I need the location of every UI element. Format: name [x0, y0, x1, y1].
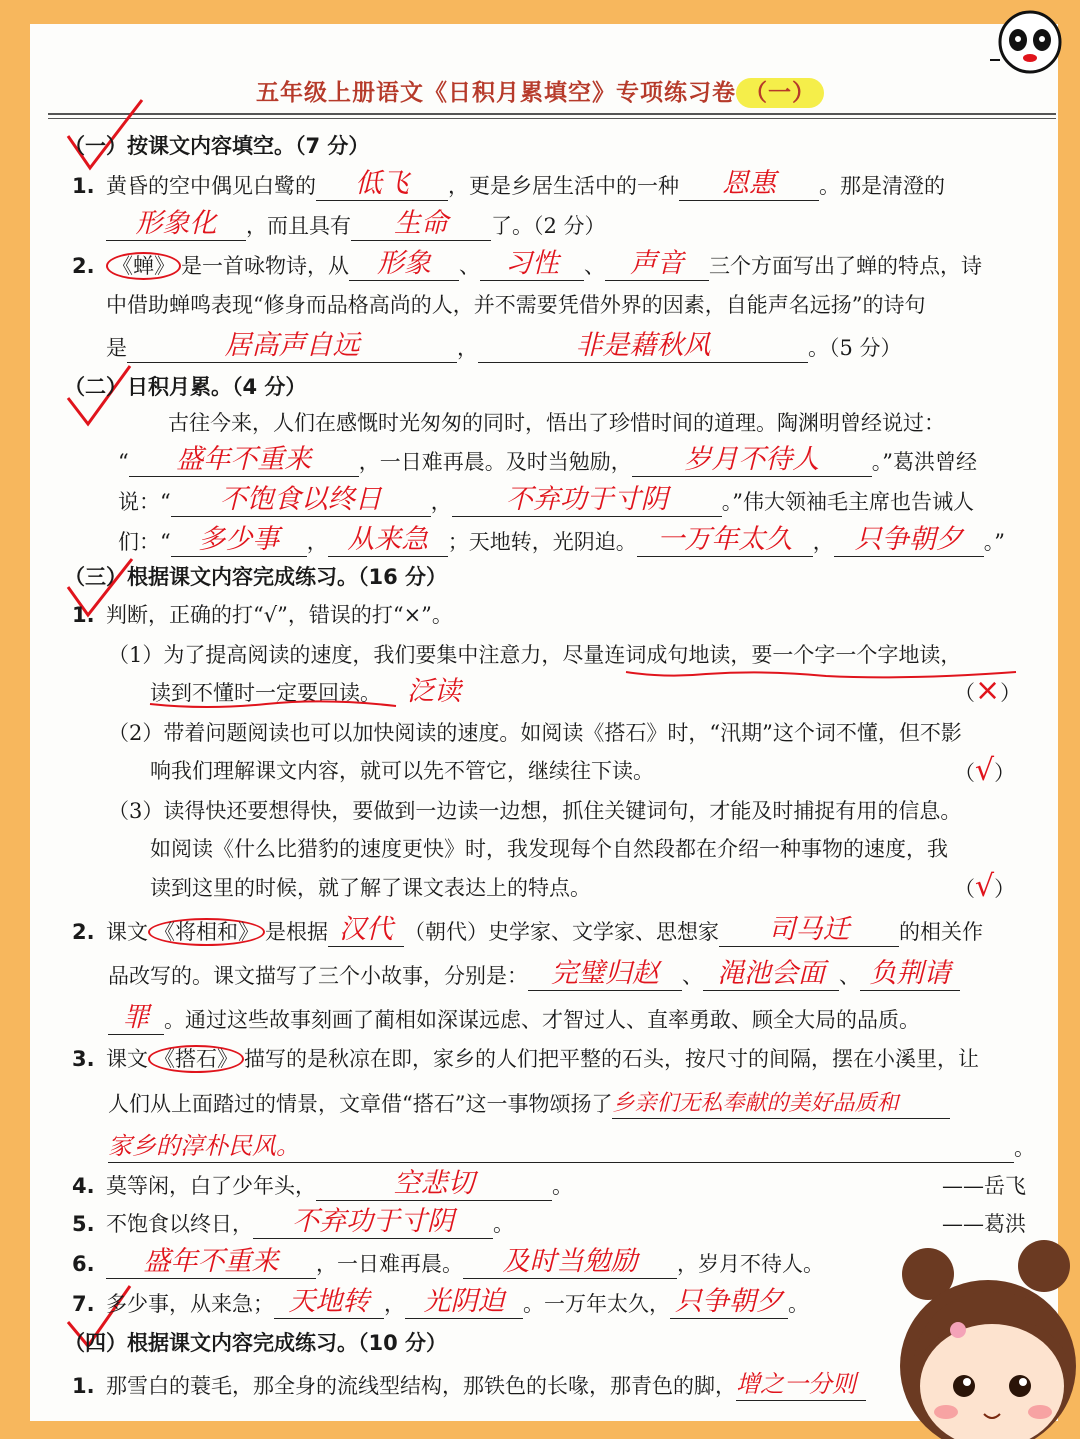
- answer-3: 只争朝夕: [675, 1286, 783, 1317]
- text: 。: [552, 1174, 573, 1198]
- s3-q3-line2: [108, 1088, 950, 1119]
- answer-8: 只争朝夕: [854, 524, 963, 555]
- answer-5: 负荆请: [869, 958, 951, 989]
- circled-title: 《蝉》: [106, 252, 181, 280]
- red-underline: [146, 664, 1026, 712]
- s3-q1-intro: [72, 600, 453, 630]
- answer-2: 家乡的淳朴民风。: [108, 1132, 300, 1160]
- answer-7: 一万年太久: [657, 524, 793, 555]
- text: 人们从上面踏过的情景，文章借“搭石”这一事物颂扬了: [108, 1092, 613, 1116]
- s2-para-line4: 们：“ 多少事 ， 从来急 ；天地转，光阴迫。 一万年太久 ， 只争朝夕 。”: [118, 524, 1005, 555]
- answer-1: 天地转: [288, 1286, 370, 1317]
- text: 了。（2 分）: [491, 214, 606, 238]
- section-4-heading: （四）根据课文内容完成练习。（10 分）: [64, 1331, 448, 1355]
- s3-q1-item2a: （2）带着问题阅读也可以加快阅读的速度。如阅读《搭石》时，“汛期”这个词不懂，但不影: [108, 721, 962, 745]
- s1-q2-line2: 中借助蝉鸣表现“修身而品格高尚的人，并不需要凭借外界的因素，自能声名远扬”的诗句: [106, 293, 926, 317]
- s3-q1-item2-mark: （√）: [954, 753, 1016, 788]
- text: 课文: [106, 1047, 148, 1071]
- answer-4: 生命: [394, 208, 448, 239]
- title-suffix: （一）: [736, 78, 824, 108]
- answer-1: 盛年不重来: [143, 1246, 279, 1277]
- text: 。通过这些故事刻画了蔺相如深谋远虑、才智过人、直率勇敢、顾全大局的品质。: [164, 1008, 920, 1032]
- text: 描写的是秋凉在即，家乡的人们把平整的石头，按尺寸的间隔，摆在小溪里，让: [244, 1047, 979, 1071]
- text: 黄昏的空中偶见白鹭的: [106, 174, 316, 198]
- text: 那雪白的蓑毛，那全身的流线型结构，那铁色的长喙，那青色的脚，: [106, 1374, 736, 1398]
- s1-q1-line1: [72, 170, 945, 201]
- author-gehong: ——葛洪: [942, 1212, 1026, 1236]
- section-3-heading: （三）根据课文内容完成练习。（16 分）: [64, 565, 448, 589]
- s3-q1-item3a: （3）读得快还要想得快，要做到一边读一边想，抓住关键词句，才能及时捕捉有用的信息。: [108, 799, 962, 823]
- s3-q2-line3: [108, 1004, 920, 1035]
- answer-3: 形象化: [135, 208, 217, 239]
- answer-3: 声音: [630, 248, 684, 279]
- author-yuefei: ——岳飞: [942, 1174, 1026, 1198]
- text: 不饱食以终日，: [106, 1212, 253, 1236]
- s3-q5: [72, 1208, 514, 1239]
- answer-2: 光阴迫: [423, 1286, 505, 1317]
- text: 。: [788, 1292, 809, 1316]
- text: ；天地转，光阴迫。: [447, 530, 637, 554]
- title-rule: [48, 113, 1056, 115]
- text: 是一首咏物诗，从: [181, 254, 349, 278]
- page-title: [0, 74, 1080, 107]
- answer-6: 从来急: [347, 524, 429, 555]
- s3-q7: [72, 1288, 809, 1319]
- s1-q1-line2: [106, 210, 606, 241]
- text: ，更是乡居生活中的一种: [448, 174, 679, 198]
- s1-q2-line1: 2. 《蝉》 是一首咏物诗，从 形象 、 习性 、 声音 三个方面写出了蝉的特点，诗: [72, 248, 982, 279]
- answer-1: 形象: [377, 248, 431, 279]
- s2-para-line3: 说：“ 不饱食以终日 ， 不弃功于寸阴 。”伟大领袖毛主席也告诫人: [118, 484, 974, 515]
- text: 三个方面写出了蝉的特点，诗: [709, 254, 982, 278]
- text: 多少事，从来急；: [106, 1292, 274, 1316]
- answer-3: 完璧归赵: [551, 958, 659, 989]
- text: ，岁月不待人。: [677, 1252, 824, 1276]
- text: （朝代）史学家、文学家、思想家: [404, 920, 719, 944]
- answer-2: 习性: [505, 248, 559, 279]
- answer-4: 渑池会面: [717, 958, 825, 989]
- answer-2: 岁月不待人: [684, 444, 820, 475]
- answer-1: 汉代: [339, 914, 393, 945]
- answer-2: 司马迁: [768, 914, 850, 945]
- s3-q1-item3b: 如阅读《什么比猎豹的速度更快》时，我发现每个自然段都在介绍一种事物的速度，我: [150, 837, 948, 861]
- text: 们：“: [118, 530, 171, 554]
- s3-q2-line2: 品改写的。课文描写了三个小故事，分别是： 完璧归赵 、 渑池会面 、 负荆请: [108, 960, 960, 991]
- s3-q1-item1a: （1）为了提高阅读的速度，我们要集中注意力，尽量连词成句地读，要一个字一个字地读，: [108, 643, 962, 667]
- answer-4: 居高声自远: [224, 330, 360, 361]
- text: ，: [384, 1292, 405, 1316]
- answer-1: 乡亲们无私奉献的美好品质和: [612, 1091, 899, 1116]
- text: ，一日难再晨。及时当勉励，: [358, 450, 632, 474]
- text: ，一日难再晨。: [316, 1252, 463, 1276]
- text: 说：“: [118, 490, 171, 514]
- s1-q2-line3: 是 居高声自远 ， 非是藉秋风 。（5 分）: [106, 330, 902, 361]
- text: 的相关作: [899, 920, 983, 944]
- s3-q6: [72, 1248, 824, 1279]
- q-number: 5.: [72, 1212, 95, 1236]
- answer-2: 及时当勉励: [502, 1246, 638, 1277]
- text: 莫等闲，白了少年头，: [106, 1174, 316, 1198]
- s3-q3-line3: [108, 1132, 1035, 1163]
- q-number: 1.: [72, 1374, 95, 1398]
- s3-q1-item3-mark: （√）: [954, 869, 1016, 904]
- check-mark-icon: √: [975, 753, 995, 788]
- answer-3: 不饱食以终日: [219, 484, 382, 515]
- cross-mark-icon: ×: [975, 673, 1001, 708]
- s3-q4: [72, 1170, 573, 1201]
- title-main: 五年级上册语文《日积月累填空》专项练习卷: [256, 80, 736, 106]
- girl-sticker-icon: [888, 1236, 1080, 1439]
- s2-para-line2: “ 盛年不重来 ，一日难再晨。及时当勉励， 岁月不待人 。”葛洪曾经: [118, 444, 977, 475]
- text: 。”葛洪曾经: [871, 450, 977, 474]
- text: 。: [493, 1212, 514, 1236]
- answer-5: 多少事: [198, 524, 280, 555]
- text: 判断，正确的打“√”，错误的打“×”。: [106, 603, 453, 627]
- text: 。: [1014, 1136, 1035, 1160]
- answer-5: 非是藉秋风: [575, 330, 711, 361]
- answer-1: 低飞: [355, 168, 409, 199]
- q-number: 7.: [72, 1292, 95, 1316]
- q-number: 2.: [72, 254, 95, 278]
- q-number: 1.: [72, 174, 95, 198]
- text: 读到不懂时一定要回读。: [150, 681, 381, 705]
- s3-q1-item2b: 响我们理解课文内容，就可以先不管它，继续往下读。: [150, 759, 654, 783]
- text: 是根据: [265, 920, 328, 944]
- title-rule-thin: [48, 118, 1056, 119]
- s3-q1-item3c: 读到这里的时候，就了解了课文表达上的特点。: [150, 876, 591, 900]
- s3-q1-item1-mark: （×）: [954, 673, 1022, 708]
- circled-title: 《搭石》: [148, 1045, 244, 1073]
- s3-q3-line1: [72, 1044, 979, 1074]
- q-number: 3.: [72, 1047, 95, 1071]
- section-2-heading: （二）日积月累。（4 分）: [64, 375, 307, 399]
- check-mark-icon: √: [975, 869, 995, 904]
- section-1-heading: （一）按课文内容填空。（7 分）: [64, 134, 370, 158]
- q-number: 6.: [72, 1252, 95, 1276]
- s2-para-line1: 古往今来，人们在感慨时光匆匆的同时，悟出了珍惜时间的道理。陶渊明曾经说过：: [168, 411, 945, 435]
- answer-1: 不弃功于寸阴: [292, 1206, 454, 1237]
- text: 课文: [106, 920, 148, 944]
- answer-1: 空悲切: [393, 1168, 475, 1199]
- panda-sticker-icon: [990, 8, 1070, 78]
- answer-1: 盛年不重来: [176, 444, 312, 475]
- text: ，而且具有: [246, 214, 351, 238]
- text: 。一万年太久，: [523, 1292, 670, 1316]
- circled-title: 《将相和》: [148, 918, 265, 946]
- text: 是: [106, 336, 127, 360]
- answer-4: 不弃功于寸阴: [505, 484, 668, 515]
- text: 。”伟大领袖毛主席也告诫人: [721, 490, 974, 514]
- answer-1: 增之一分则: [736, 1370, 856, 1398]
- answer-2: 恩惠: [722, 168, 776, 199]
- s3-q2-line1: [72, 916, 983, 947]
- text: 品改写的。课文描写了三个小故事，分别是：: [108, 964, 528, 988]
- s4-q1: [72, 1370, 866, 1401]
- text: 。那是清澄的: [819, 174, 945, 198]
- text: 。（5 分）: [808, 336, 902, 360]
- q-number: 1.: [72, 603, 95, 627]
- q-number: 4.: [72, 1174, 95, 1198]
- teacher-note: 泛读: [407, 676, 461, 707]
- answer-5-cont: 罪: [122, 1002, 150, 1033]
- q-number: 2.: [72, 920, 95, 944]
